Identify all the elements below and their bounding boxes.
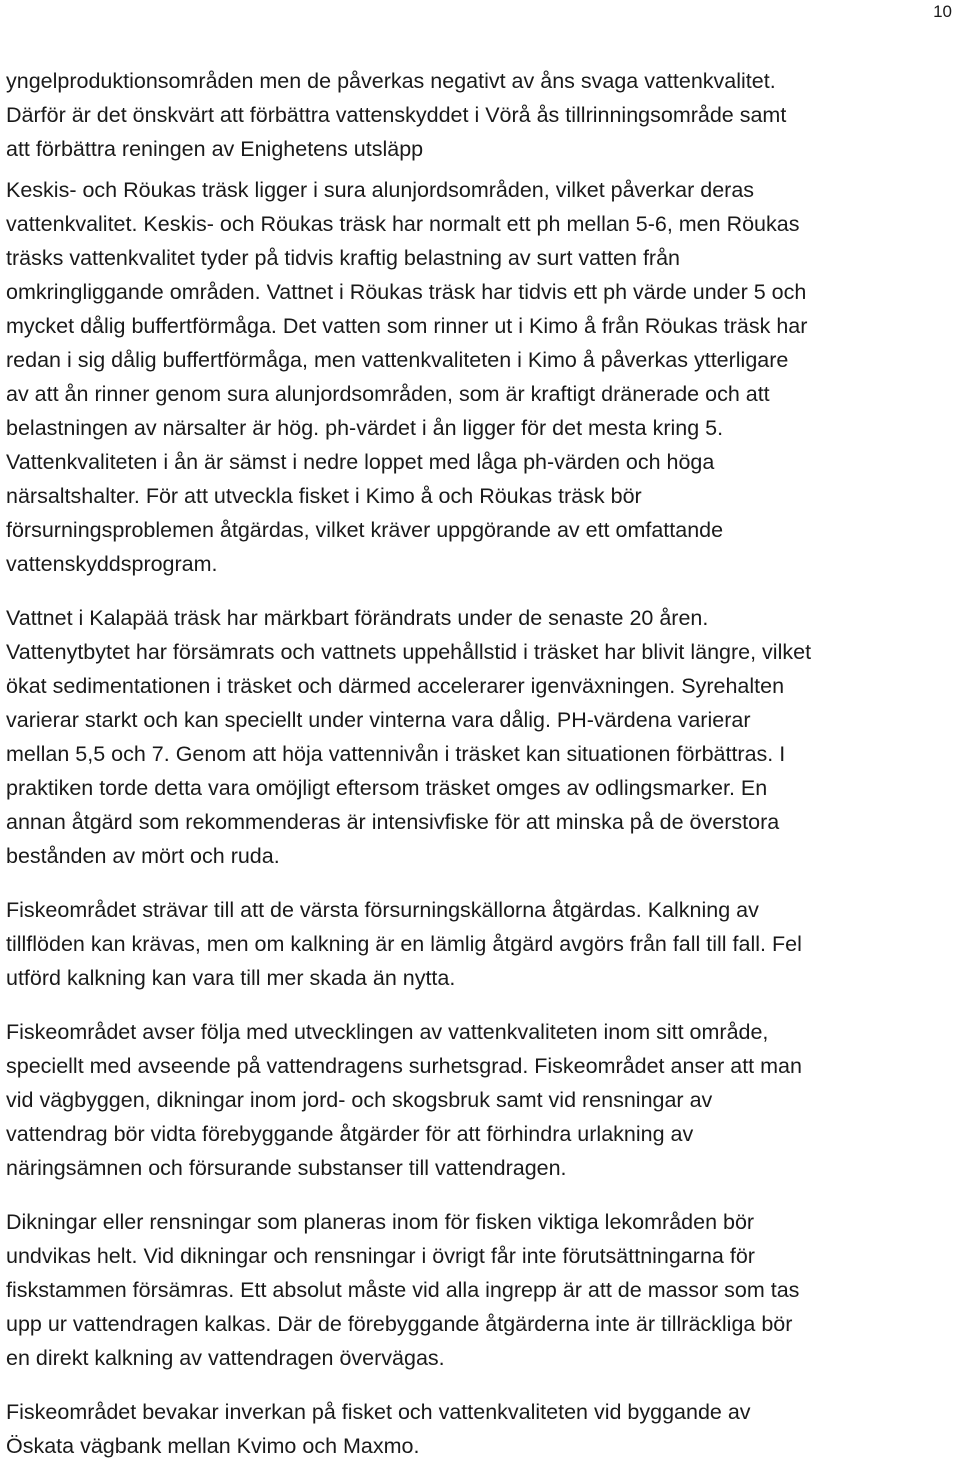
paragraph: Fiskeområdet strävar till att de värsta försurningskällorna åtgärdas. Kalkning av tillflöden kan krävas, men om kalkning är en lämlig åtgärd avgörs från fall till fall. Fel utförd kalkning kan vara till mer skada än nytta. <box>6 898 802 990</box>
paragraph: yngelproduktionsområden men de påverkas negativt av åns svaga vattenkvalitet. Därför är det önskvärt att förbättra vattenskyddet i Vörå ås tillrinningsområde samt att förbättra reningen av Enighetens utsläpp <box>6 69 787 161</box>
paragraph: Fiskeområdet avser följa med utvecklingen av vattenkvaliteten inom sitt område, speciellt med avseende på vattendragens surhetsgrad. Fiskeområdet anser att man vid vägbyggen, dikningar inom jord- och skogsbruk samt vid rensningar av vattendrag bör vidta förebyggande åtgärder för att förhindra urlakning av näringsämnen och försurande substanser till vattendragen. <box>6 1020 802 1180</box>
page-number: 10 <box>933 2 952 21</box>
paragraph: Vattnet i Kalapää träsk har märkbart förändrats under de senaste 20 åren. Vattenytbytet har försämrats och vattnets uppehållstid i träsket har blivit längre, vilket ökat sedimentationen i träsket och därmed accelerarer igenväxningen. Syrehalten varierar starkt och kan speciellt under vinterna vara dålig. PH-värdena varierar mellan 5,5 och 7. Genom att höja vattennivån i träsket kan situationen förbättras. I praktiken torde detta vara omöjligt eftersom träsket omges av odlingsmarker. En annan åtgärd som rekommenderas är intensivfiske för att minska på de överstora bestånden av mört och ruda. <box>6 606 812 868</box>
paragraph: Keskis- och Röukas träsk ligger i sura alunjordsområden, vilket påverkar deras vattenkvalitet. Keskis- och Röukas träsk har normalt ett ph mellan 5-6, men Röukas träsks vattenkvalitet tyder på tidvis kraftig belastning av surt vatten från omkringliggande områden. Vattnet i Röukas träsk har tidvis ett ph värde under 5 och mycket dålig buffertförmåga. Det vatten som rinner ut i Kimo å från Röukas träsk har redan i sig dålig buffertförmåga, men vattenkvaliteten i Kimo å påverkas ytterligare av att ån rinner genom sura alunjordsområden, som är kraftigt dränerade och att belastningen av närsalter är hög. ph-värdet i ån ligger för det mesta kring 5. Vattenkvaliteten i ån är sämst i nedre loppet med låga ph-värden och höga närsaltshalter. För att utveckla fisket i Kimo å och Röukas träsk bör försurningsproblemen åtgärdas, vilket kräver uppgörande av ett omfattande vattenskyddsprogram. <box>6 178 808 576</box>
paragraph: Fiskeområdet bevakar inverkan på fisket och vattenkvaliteten vid byggande av Öskata vägbank mellan Kvimo och Maxmo. <box>6 1400 751 1458</box>
document-body <box>6 64 956 1483</box>
paragraph: Dikningar eller rensningar som planeras inom för fisken viktiga lekområden bör undvikas helt. Vid dikningar och rensningar i övrigt får inte förutsättningarna för fiskstammen försämras. Ett absolut måste vid alla ingrepp är att de massor som tas upp ur vattendragen kalkas. Där de förebyggande åtgärderna inte är tillräckliga bör en direkt kalkning av vattendragen övervägas. <box>6 1210 800 1370</box>
